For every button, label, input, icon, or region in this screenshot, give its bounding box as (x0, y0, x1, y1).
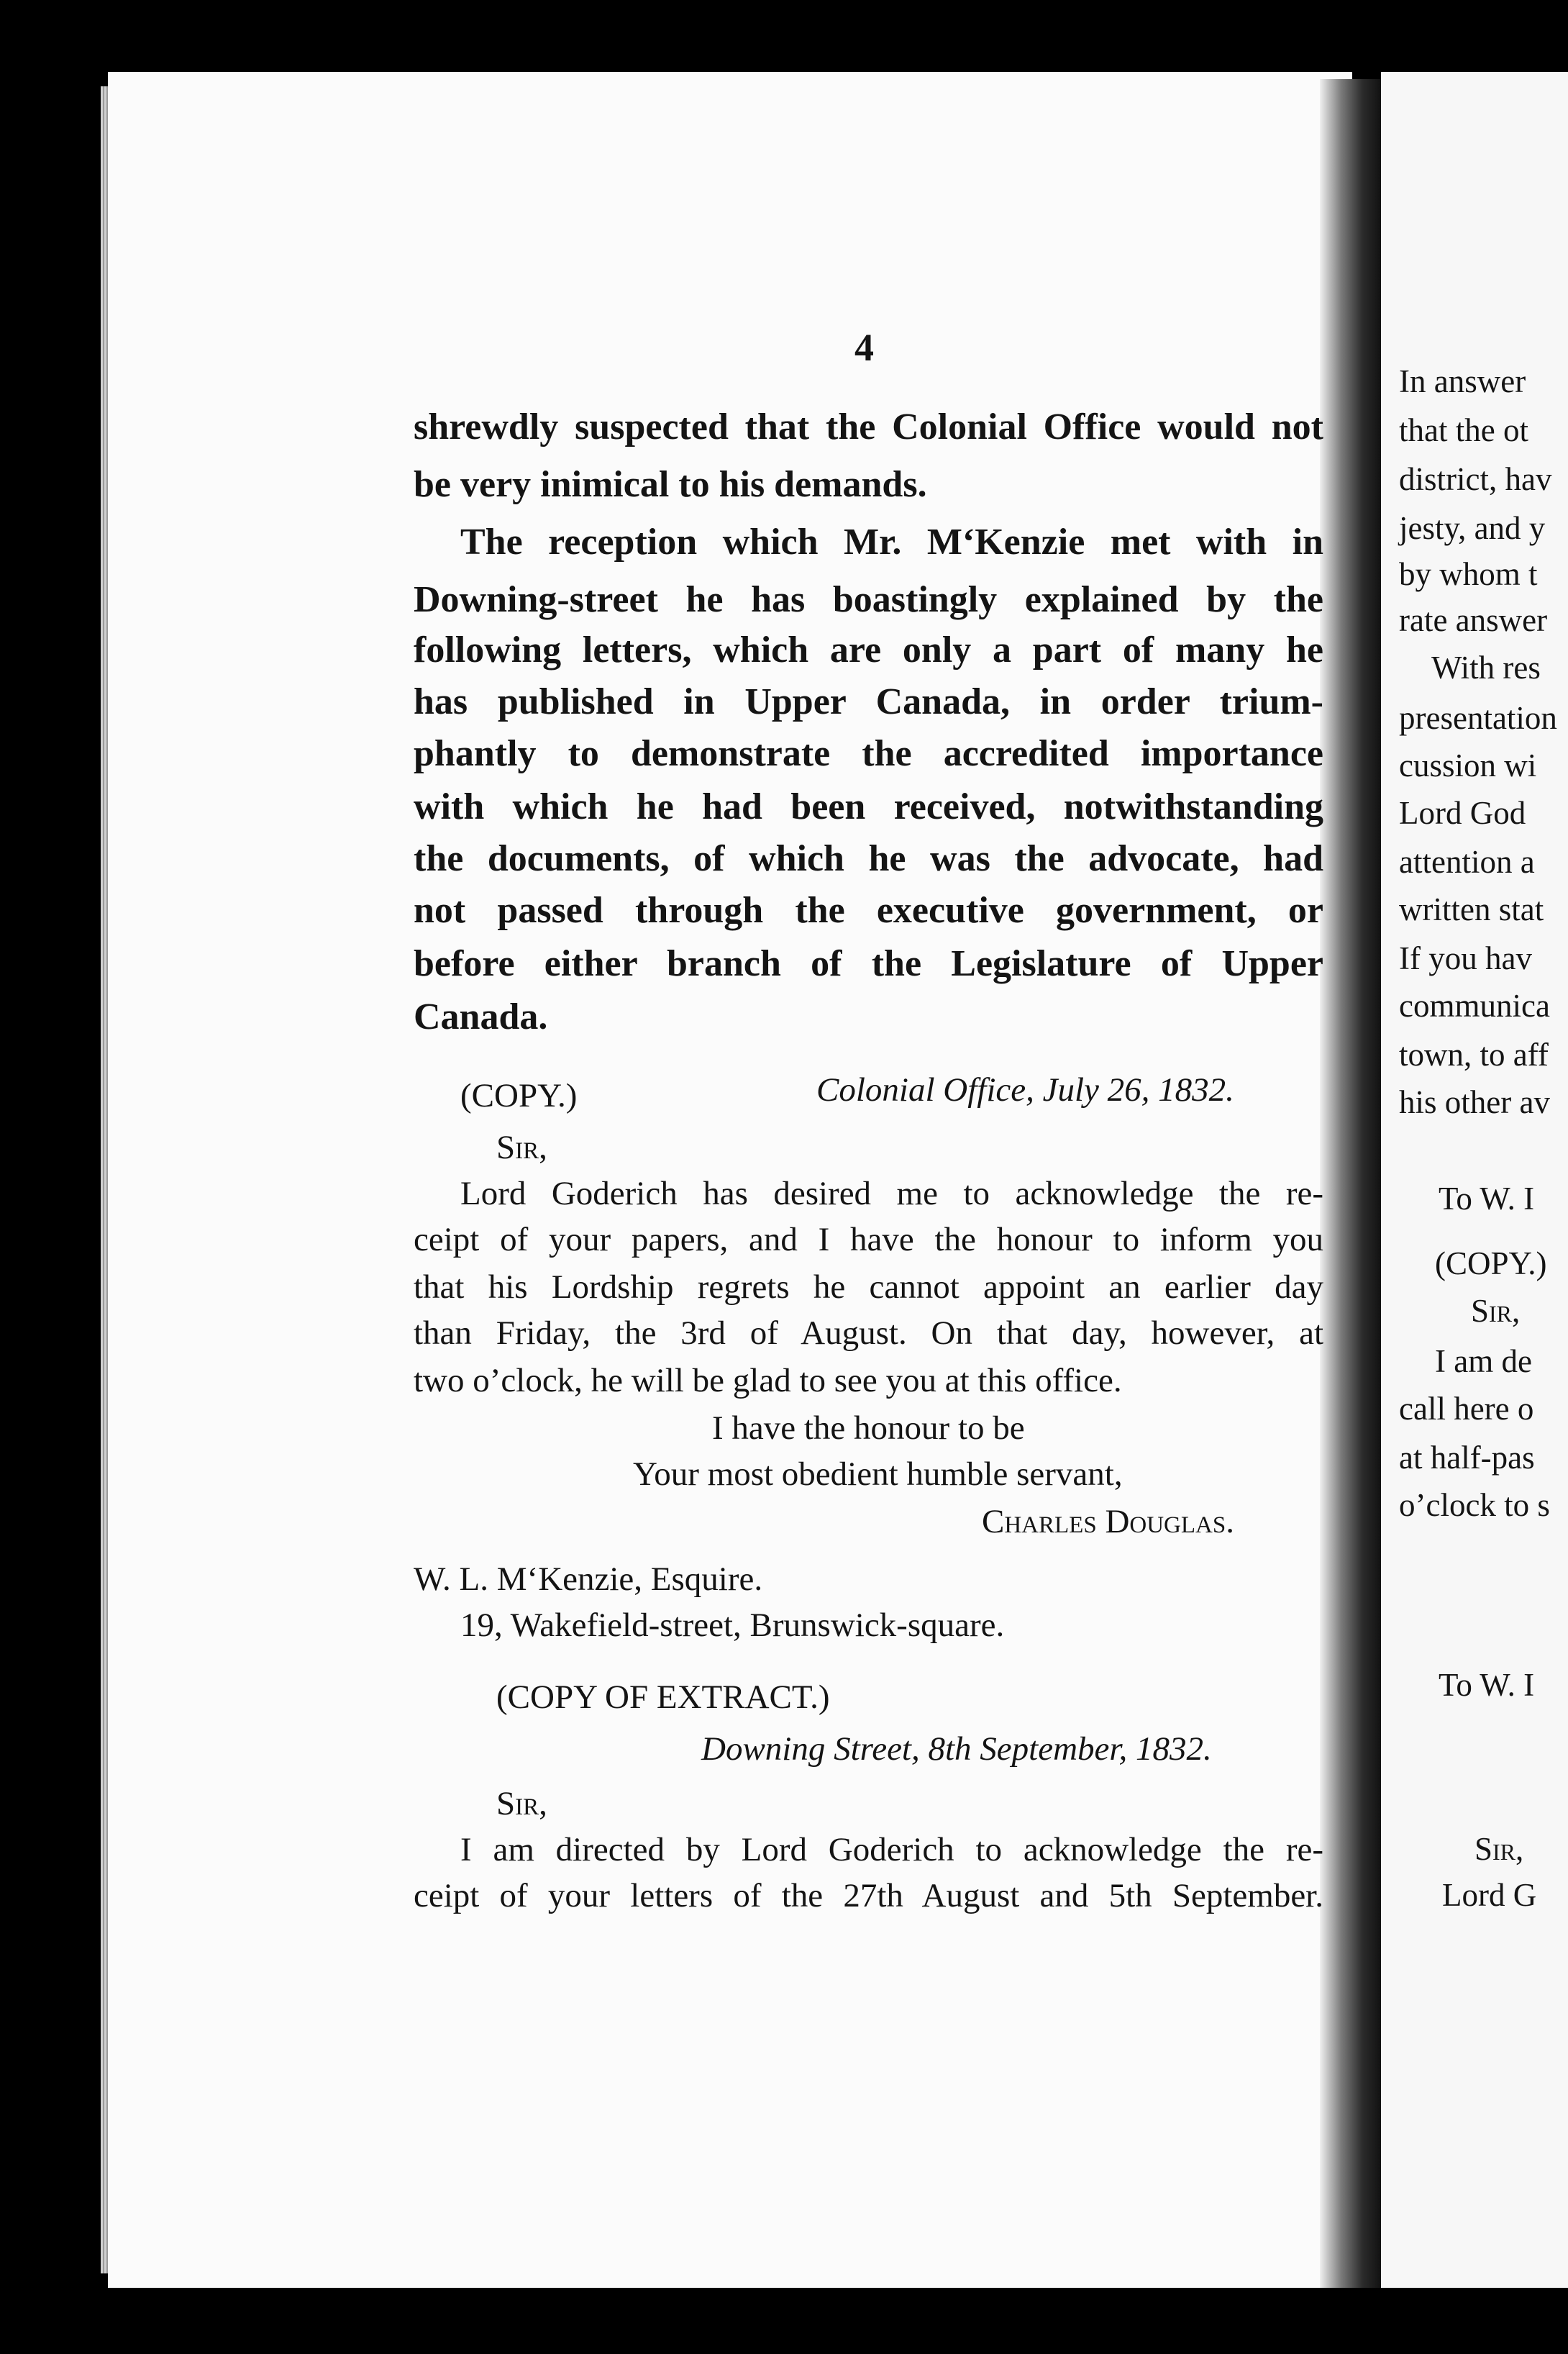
right-fragment: rate answer (1399, 602, 1548, 638)
letter-line: two o’clock, he will be glad to see you at this office. (414, 1362, 1122, 1399)
right-fragment: communica (1399, 988, 1550, 1024)
page-number: 4 (854, 326, 874, 369)
right-fragment: Sir, (1471, 1293, 1521, 1329)
right-fragment: In answer (1399, 363, 1526, 399)
right-fragment: If you hav (1399, 940, 1532, 976)
right-fragment: by whom t (1399, 556, 1538, 592)
right-fragment: written stat (1399, 891, 1544, 927)
right-fragment: at half-pas (1399, 1440, 1535, 1476)
right-page (1381, 72, 1568, 2288)
letter-place-date: Colonial Office, July 26, 1832. (816, 1071, 1234, 1109)
body-line: before either branch of the Legislature of Upper (414, 943, 1323, 984)
book-gutter (1320, 79, 1381, 2288)
body-line: has published in Upper Canada, in order trium- (414, 681, 1323, 722)
right-fragment: Lord G (1442, 1877, 1537, 1913)
right-fragment: Sir, (1474, 1831, 1524, 1867)
salutation: Sir, (496, 1785, 547, 1822)
right-fragment: (COPY.) (1435, 1245, 1547, 1281)
letter-line: that his Lordship regrets he cannot appoint an earlier day (414, 1268, 1323, 1306)
body-line: phantly to demonstrate the accredited importance (414, 733, 1323, 774)
body-line: following letters, which are only a part of many he (414, 630, 1323, 671)
letter-line: ceipt of your papers, and I have the honour to inform you (414, 1221, 1323, 1258)
right-fragment: call here o (1399, 1391, 1534, 1427)
right-fragment: attention a (1399, 844, 1535, 880)
right-fragment: that the ot (1399, 412, 1528, 448)
right-fragment: town, to aff (1399, 1037, 1549, 1073)
letter-address: 19, Wakefield-street, Brunswick-square. (460, 1607, 1005, 1644)
letter-closing: I have the honour to be (712, 1409, 1025, 1447)
right-fragment: I am de (1435, 1343, 1532, 1379)
right-fragment: district, hav (1399, 461, 1552, 497)
letter-addressee: W. L. M‘Kenzie, Esquire. (414, 1560, 763, 1598)
letter-signature: Charles Douglas. (982, 1503, 1234, 1540)
body-line: Downing-street he has boastingly explained by the (414, 579, 1323, 620)
body-line: be very inimical to his demands. (414, 464, 927, 505)
body-line: Canada. (414, 996, 548, 1037)
right-fragment: presentation (1399, 700, 1557, 736)
body-line: with which he had been received, notwithstanding (414, 786, 1323, 827)
copy-label: (COPY OF EXTRACT.) (496, 1678, 830, 1716)
right-fragment: To W. I (1439, 1667, 1535, 1703)
right-fragment: cussion wi (1399, 747, 1537, 783)
body-line: the documents, of which he was the advocate, had (414, 838, 1323, 879)
right-fragment: o’clock to s (1399, 1487, 1550, 1523)
letter-line: ceipt of your letters of the 27th August and 5th September. (414, 1877, 1323, 1914)
letter-line: than Friday, the 3rd of August. On that day, however, at (414, 1314, 1323, 1352)
letter-line: I am directed by Lord Goderich to acknowledge the re- (460, 1831, 1323, 1868)
right-fragment: jesty, and y (1399, 510, 1546, 546)
right-fragment: With res (1431, 650, 1541, 686)
right-fragment: Lord God (1399, 795, 1526, 831)
body-line: not passed through the executive government, or (414, 890, 1323, 931)
copy-label: (COPY.) (460, 1077, 578, 1114)
right-fragment: To W. I (1439, 1181, 1535, 1217)
letter-place-date: Downing Street, 8th September, 1832. (701, 1730, 1212, 1768)
letter-line: Lord Goderich has desired me to acknowledge the re- (460, 1175, 1323, 1212)
right-fragment: his other av (1399, 1084, 1550, 1120)
body-line: shrewdly suspected that the Colonial Office would not (414, 406, 1323, 447)
body-line: The reception which Mr. M‘Kenzie met with in (460, 522, 1323, 563)
salutation: Sir, (496, 1129, 547, 1166)
letter-closing: Your most obedient humble servant, (633, 1455, 1123, 1493)
